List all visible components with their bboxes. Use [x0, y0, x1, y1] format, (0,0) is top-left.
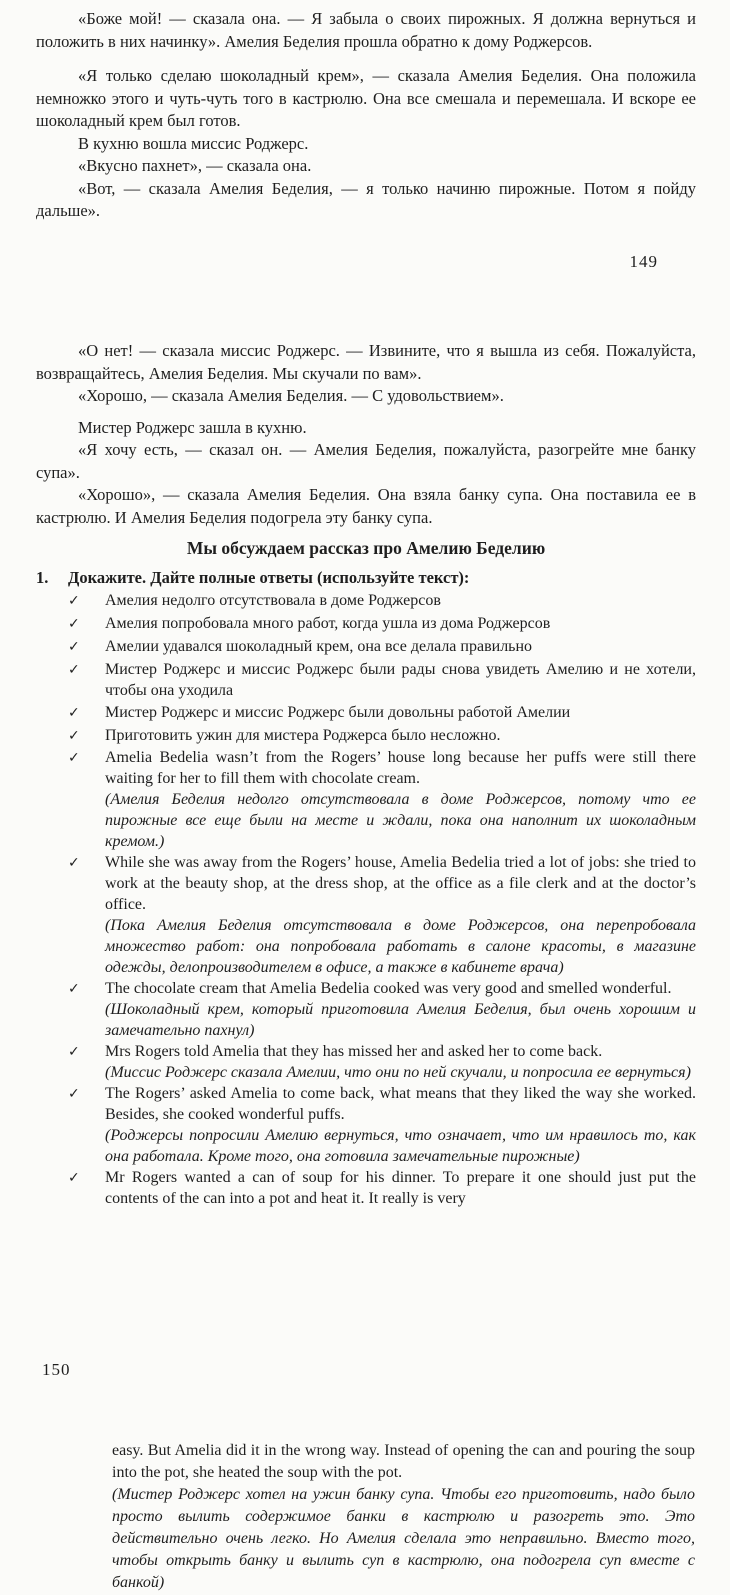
discussion-heading: Мы обсуждаем рассказ про Амелию Беделию	[186, 538, 546, 558]
checklist-item	[36, 659, 696, 701]
check-icon: ✓	[68, 1170, 80, 1186]
check-icon: ✓	[68, 1044, 80, 1060]
checklist-item	[36, 1083, 696, 1167]
checklist-item	[36, 636, 696, 658]
page-number-150: 150	[42, 1360, 71, 1379]
checklist-item-text	[105, 1167, 696, 1209]
checklist-item	[36, 747, 696, 852]
story-paragraph: «Вот, — сказала Амелия Беделия, — я только начиню пирожные. Потом я пойду дальше».	[36, 178, 696, 220]
checklist-item-text	[105, 852, 696, 978]
check-icon: ✓	[68, 705, 80, 721]
story-paragraph: «Вкусно пахнет», — сказала она.	[78, 156, 312, 175]
check-icon: ✓	[68, 750, 80, 766]
russian-translation: (Пока Амелия Беделия отсутствовала в доме Роджерсов, она перепробовала множество работ: она попробовала работать в салоне красоты, в магазине одежды, делопроизводителем в офисе, а также в кабинете врача)	[105, 917, 696, 976]
checklist-item	[36, 1041, 696, 1083]
russian-translation: (Роджерсы попросили Амелию вернуться, что означает, что им нравилось то, как она работала. Кроме того, она готовила замечательные пирожные)	[105, 1127, 696, 1165]
check-icon: ✓	[68, 1086, 80, 1102]
story-continuation	[36, 340, 696, 529]
task-number: 1.	[36, 568, 49, 587]
checklist-item-text	[105, 1083, 696, 1167]
checklist-item	[36, 1167, 696, 1209]
check-icon: ✓	[68, 639, 80, 655]
checklist-russian	[36, 590, 696, 747]
task-title: Докажите. Дайте полные ответы (используйте текст):	[68, 568, 470, 587]
english-sentence: Amelia Bedelia wasn’t from the Rogers’ house long because her puffs were still there waiting for her to fill them with chocolate cream.	[105, 749, 696, 787]
checklist-item	[36, 702, 696, 724]
story-page-149	[36, 8, 696, 223]
story-paragraph: «Я хочу есть, — сказал он. — Амелия Беделия, пожалуйста, разогрейте мне банку супа».	[36, 440, 696, 482]
page-number-149: 149	[629, 252, 658, 271]
checklist-item	[36, 978, 696, 1041]
checklist-item-text: Амелия недолго отсутствовала в доме Роджерсов	[105, 592, 441, 609]
checklist-item	[36, 590, 696, 612]
story-paragraph: В кухню вошла миссис Роджерс.	[78, 133, 309, 153]
checklist-english	[36, 747, 696, 1209]
check-icon: ✓	[68, 593, 80, 609]
check-icon: ✓	[68, 981, 80, 997]
russian-translation: (Миссис Роджерс сказала Амелии, что они по ней скучали, и попросила ее вернуться)	[105, 1064, 691, 1081]
checklist-item-text: Мистер Роджерс и миссис Роджерс были довольны работой Амелии	[105, 704, 571, 721]
check-icon: ✓	[68, 616, 80, 632]
task-item	[36, 566, 696, 589]
checklist-item-text: Амелии удавался шоколадный крем, она все делала правильно	[105, 638, 533, 655]
checklist-item	[36, 613, 696, 635]
checklist-item-text: Амелия попробовала много работ, когда ушла из дома Роджерсов	[105, 615, 551, 632]
checklist-item-text	[105, 1041, 696, 1083]
story-paragraph: «О нет! — сказала миссис Роджерс. — Извините, что я вышла из себя. Пожалуйста, возвращайтесь, Амелия Беделия. Мы скучали по вам».	[36, 341, 696, 383]
story-paragraph: Мистер Роджерс зашла в кухню.	[78, 417, 307, 437]
checklist-item-text	[105, 747, 696, 852]
story-paragraph: «Боже мой! — сказала она. — Я забыла о своих пирожных. Я должна вернуться и положить в них начинку». Амелия Беделия прошла обратно к дому Роджерсов.	[36, 9, 696, 51]
continuation-russian: (Мистер Роджерс хотел на ужин банку супа. Чтобы его приготовить, надо было просто вылить содержимое банки в кастрюлю и разогреть это. Это действительно очень легко. Но Амелия сделала это неправильно. Вместо того, чтобы открыть банку и вылить суп в кастрюлю, она подогрела суп вместе с банкой)	[112, 1486, 695, 1591]
russian-translation: (Шоколадный крем, который приготовила Амелия Беделия, был очень хорошим и замечательно пахнул)	[105, 1001, 696, 1039]
checklist-item	[36, 725, 696, 747]
story-paragraph: «Хорошо», — сказала Амелия Беделия. Она взяла банку супа. Она поставила ее в кастрюлю. И Амелия Беделия подогрела эту банку супа.	[36, 485, 696, 527]
story-page-150	[36, 340, 696, 1209]
english-sentence: Mrs Rogers told Amelia that they has missed her and asked her to come back.	[105, 1043, 603, 1060]
english-sentence: The chocolate cream that Amelia Bedelia cooked was very good and smelled wonderful.	[105, 980, 672, 997]
check-icon: ✓	[68, 855, 80, 871]
checklist-item-text	[105, 978, 696, 1041]
checklist-item-text: Мистер Роджерс и миссис Роджерс были рады снова увидеть Амелию и не хотели, чтобы она уходила	[105, 661, 696, 699]
story-paragraph: «Хорошо, — сказала Амелия Беделия. — С удовольствием».	[78, 386, 504, 405]
checklist-item	[36, 852, 696, 978]
story-paragraph: «Я только сделаю шоколадный крем», — сказала Амелия Беделия. Она положила немножко этого и чуть-чуть того в кастрюлю. Она все смешала и перемешала. И вскоре ее шоколадный крем был готов.	[36, 66, 696, 130]
continuation-english: easy. But Amelia did it in the wrong way. Instead of opening the can and pouring the soup into the pot, she heated the soup with the pot.	[112, 1442, 695, 1481]
checklist-item-text: Приготовить ужин для мистера Роджерса было несложно.	[105, 727, 501, 744]
english-sentence: The Rogers’ asked Amelia to come back, what means that they liked the way she worked. Besides, she cooked wonderful puffs.	[105, 1085, 696, 1123]
check-icon: ✓	[68, 728, 80, 744]
continuation-block	[112, 1440, 695, 1594]
russian-translation: (Амелия Беделия недолго отсутствовала в доме Роджерсов, потому что ее пирожные все еще были на месте и ждали, пока она наполнит их шоколадным кремом.)	[105, 791, 696, 850]
english-sentence: While she was away from the Rogers’ house, Amelia Bedelia tried a lot of jobs: she tried to work at the beauty shop, at the dress shop, at the office as a file clerk and at the doctor’s office.	[105, 854, 696, 913]
english-sentence: Mr Rogers wanted a can of soup for his dinner. To prepare it one should just put the contents of the can into a pot and heat it. It really is very	[105, 1169, 696, 1207]
check-icon: ✓	[68, 662, 80, 678]
